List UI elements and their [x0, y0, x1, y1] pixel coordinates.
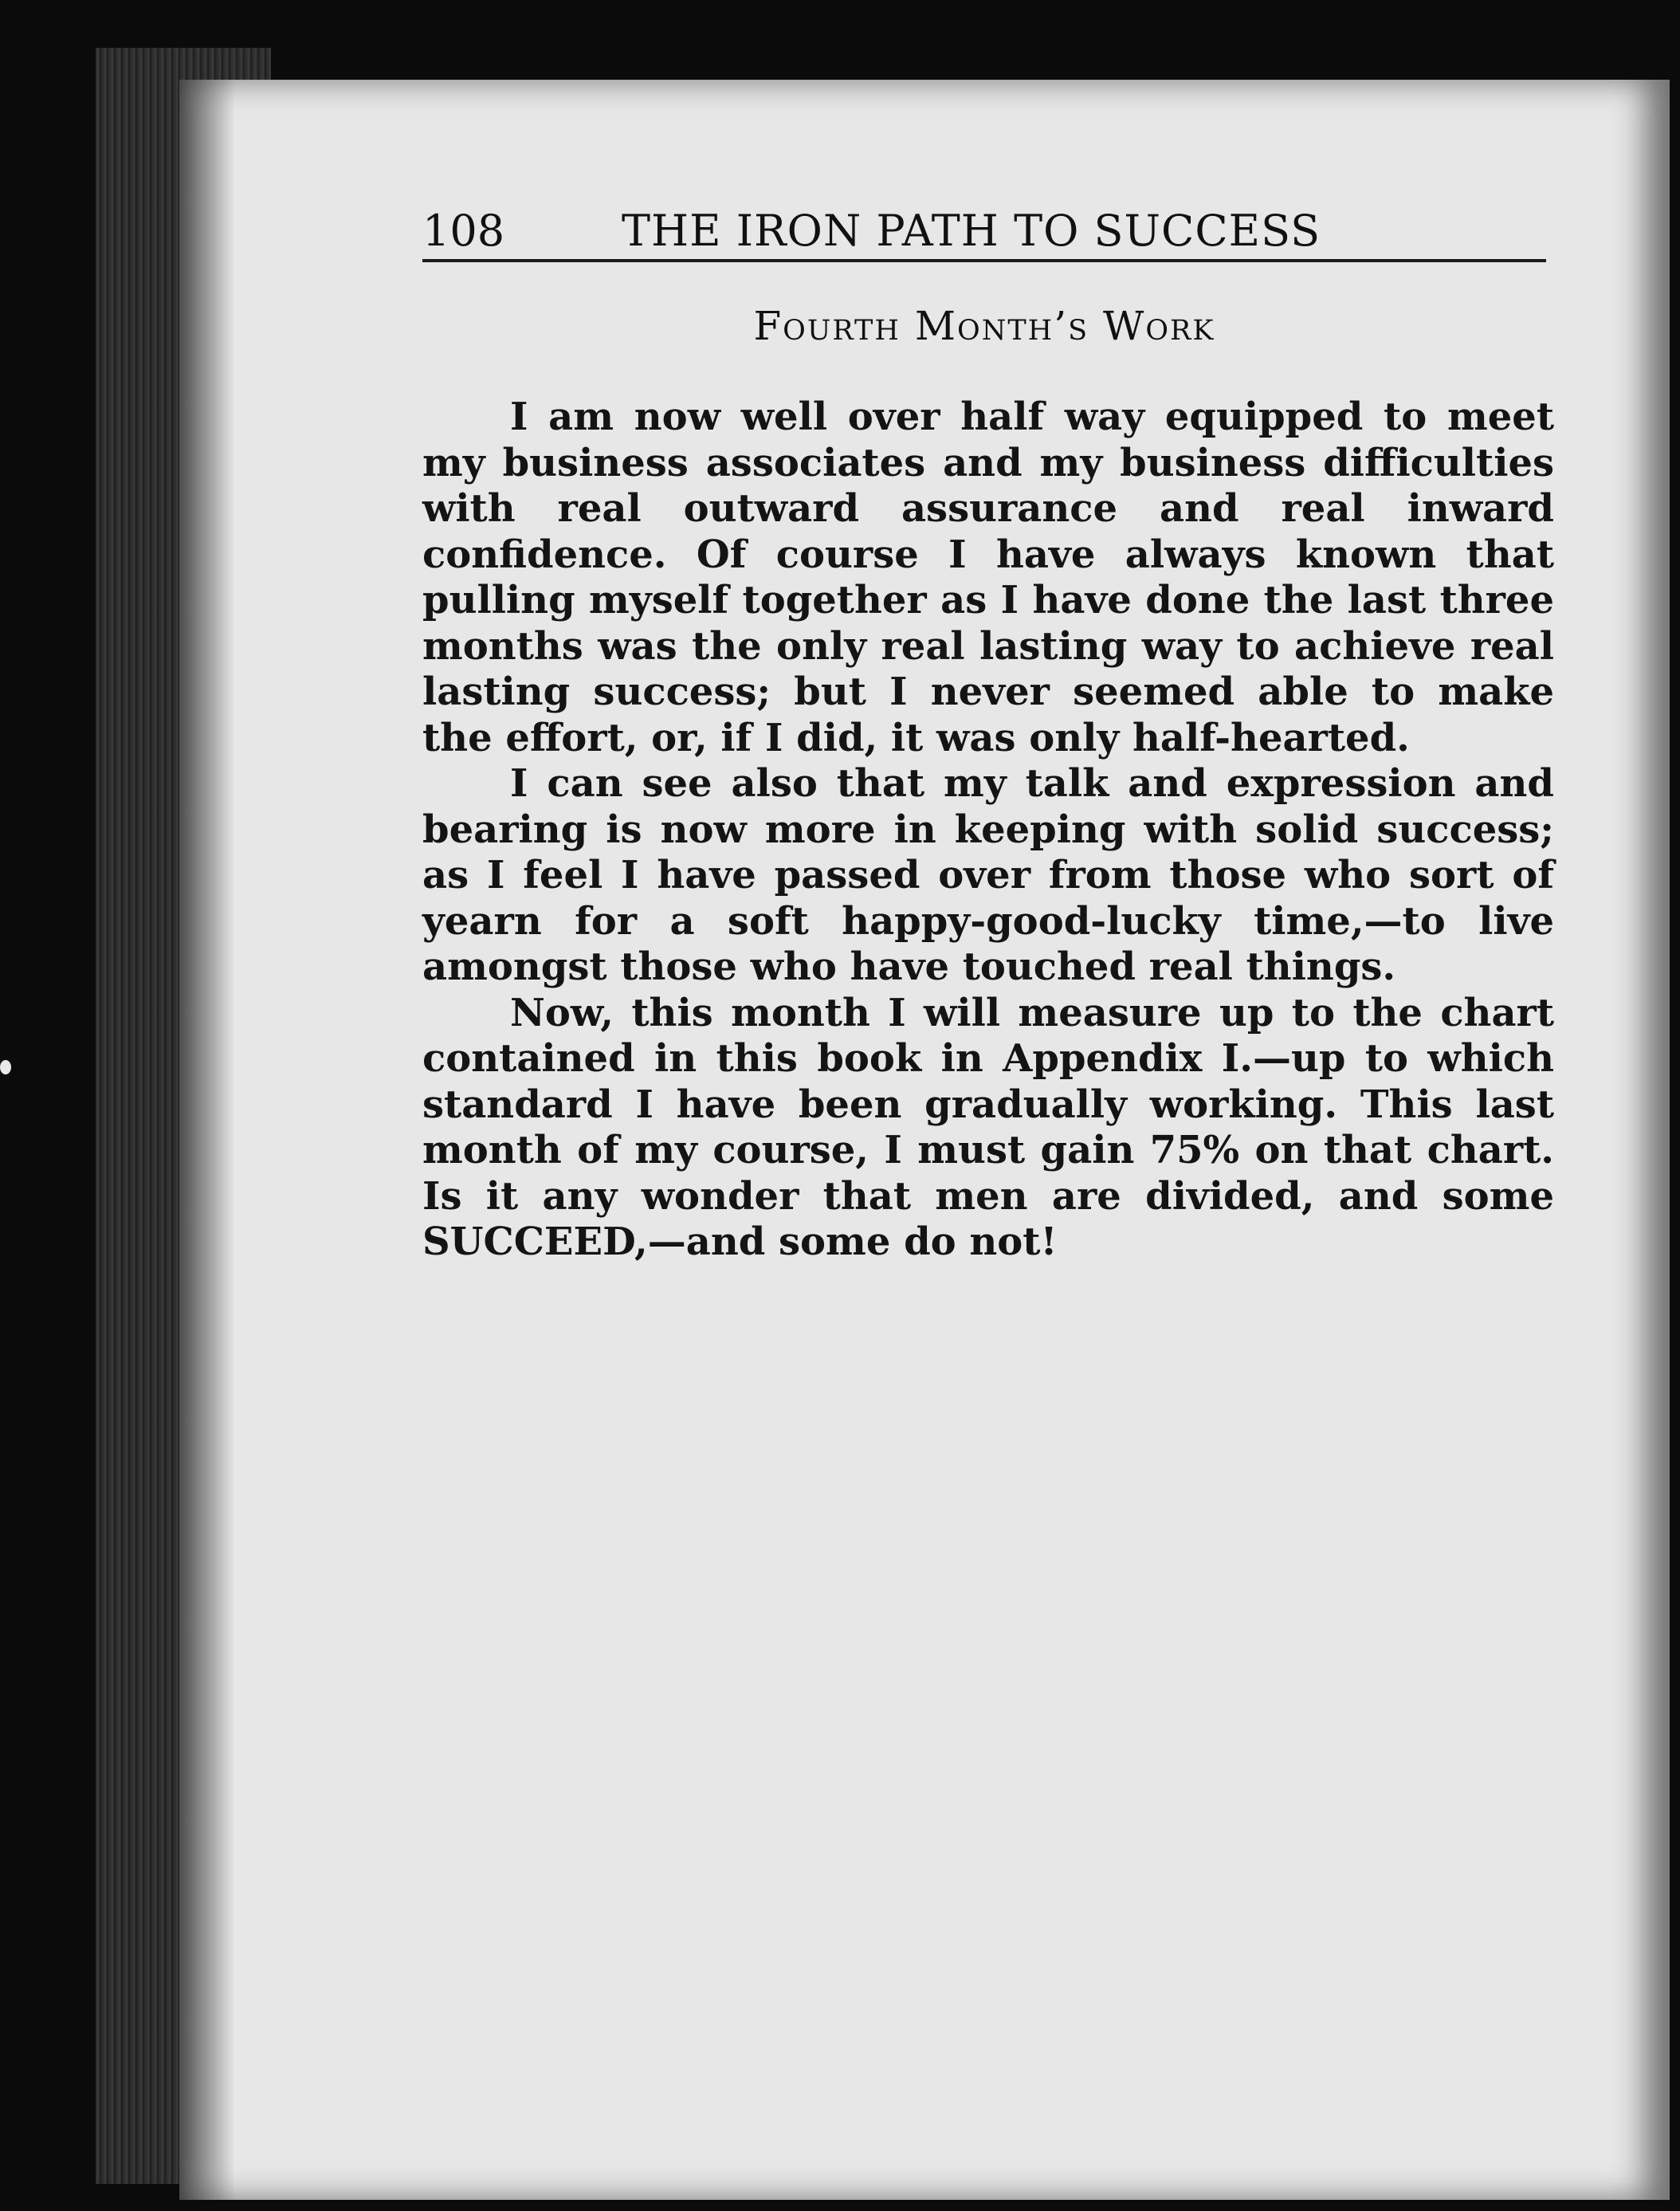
section-title: Fourth Month’s Work	[753, 303, 1215, 349]
paragraph-3: Now, this month I will measure up to the chart contained in this book in Appendix I.—up to which standard I have been gradually working. This last month of my course, I must gain 75% on that chart. Is it any wonder that men are divided, and some SUCCEED,—and some do not!	[422, 990, 1554, 1264]
page-number: 108	[422, 206, 505, 256]
paragraph-1: I am now well over half way equipped to meet my business associates and my business difficulties with real outward assurance and real inward confidence. Of course I have always known that pulling myself together as I have done the last three months was the only real lasting way to achieve real lasting success; but I never seemed able to make the effort, or, if I did, it was only half-hearted.	[422, 395, 1554, 760]
page-gutter-shadow	[179, 80, 235, 2200]
body-text	[422, 395, 1554, 1266]
scan-speck	[0, 1060, 11, 1074]
running-head: THE IRON PATH TO SUCCESS	[622, 206, 1321, 256]
paragraph-2: I can see also that my talk and expression and bearing is now more in keeping with solid success; as I feel I have passed over from those who sort of yearn for a soft happy-good-lucky time,—to live amongst those who have touched real things.	[422, 761, 1554, 989]
page-header	[422, 203, 1546, 262]
